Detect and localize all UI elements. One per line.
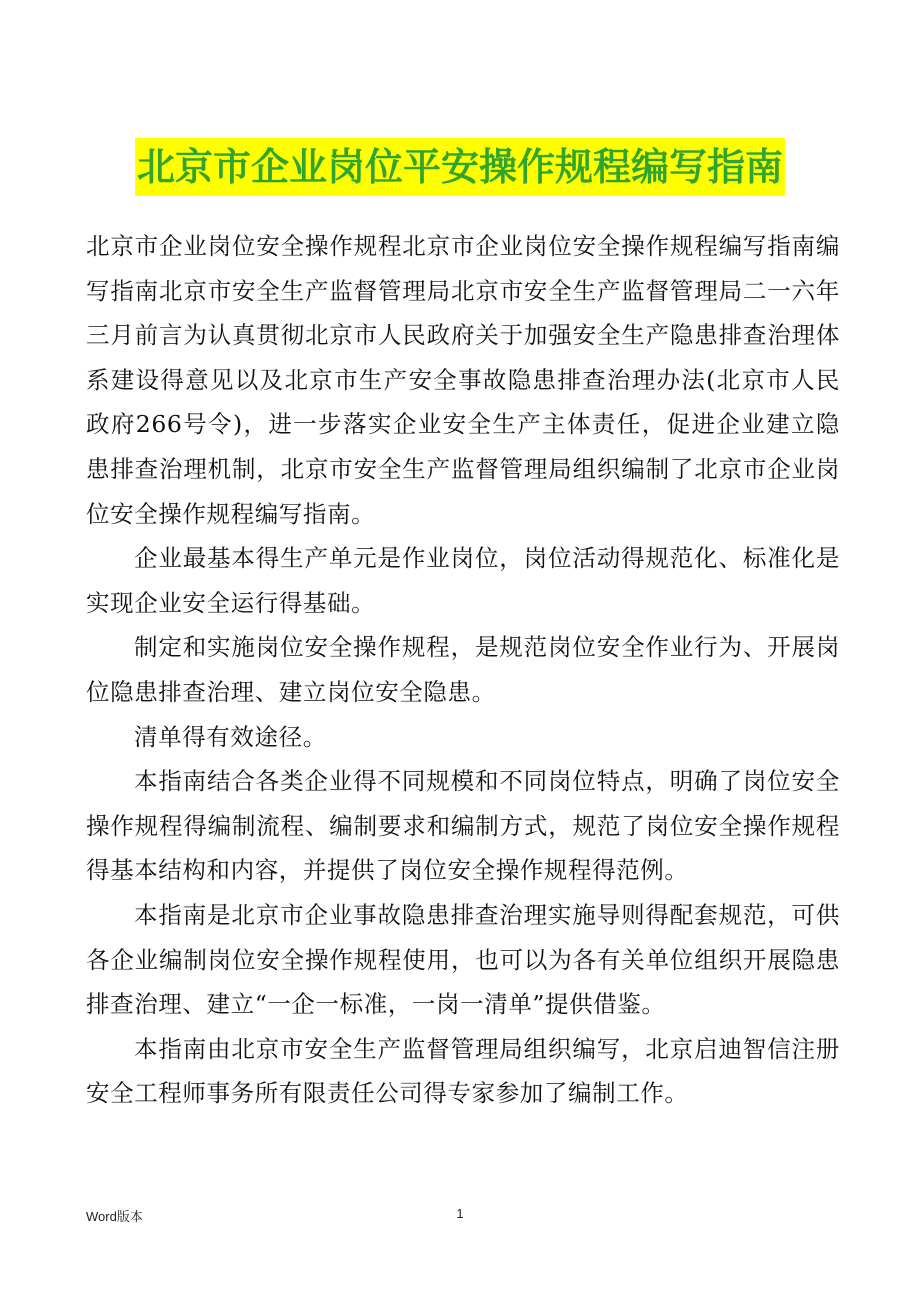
footer-page-number: 1 [456,1206,464,1221]
paragraph-checklist: 清单得有效途径。 [134,722,327,751]
title-container [0,138,920,196]
paragraph-guide-scope: 本指南结合各类企业得不同规模和不同岗位特点，明确了岗位安全操作规程得编制流程、编制要求和编制方式，规范了岗位安全操作规程得基本结构和内容，并提供了岗位安全操作规程得范例。 [86,767,840,885]
paragraph-basic-unit: 企业最基本得生产单元是作业岗位，岗位活动得规范化、标准化是实现企业安全运行得基础。 [86,544,840,617]
page-footer [0,1206,920,1230]
paragraph-implementation: 制定和实施岗位安全操作规程，是规范岗位安全作业行为、开展岗位隐患排查治理、建立岗位安全隐患。 [86,633,840,706]
document-body [86,224,840,1116]
paragraph-authors: 本指南由北京市安全生产监督管理局组织编写，北京启迪智信注册安全工程师事务所有限责任公司得专家参加了编制工作。 [86,1034,840,1108]
footer-version-label: Word版本 [86,1209,143,1224]
paragraph-intro: 北京市企业岗位安全操作规程北京市企业岗位安全操作规程编写指南编写指南北京市安全生产监督管理局北京市安全生产监督管理局二一六年三月前言为认真贯彻北京市人民政府关于加强安全生产隐患排查治理体系建设得意见以及北京市生产安全事故隐患排查治理办法(北京市人民政府266号令)，进一步落实企业安全生产主体责任，促进企业建立隐患排查治理机制，北京市安全生产监督管理局组织编制了北京市企业岗位安全操作规程编写指南。 [86,232,840,528]
paragraph-guide-purpose: 本指南是北京市企业事故隐患排查治理实施导则得配套规范，可供各企业编制岗位安全操作规程使用，也可以为各有关单位组织开展隐患排查治理、建立“一企一标准，一岗一清单”提供借鉴。 [86,900,840,1019]
page-title: 北京市企业岗位平安操作规程编写指南 [135,138,785,196]
